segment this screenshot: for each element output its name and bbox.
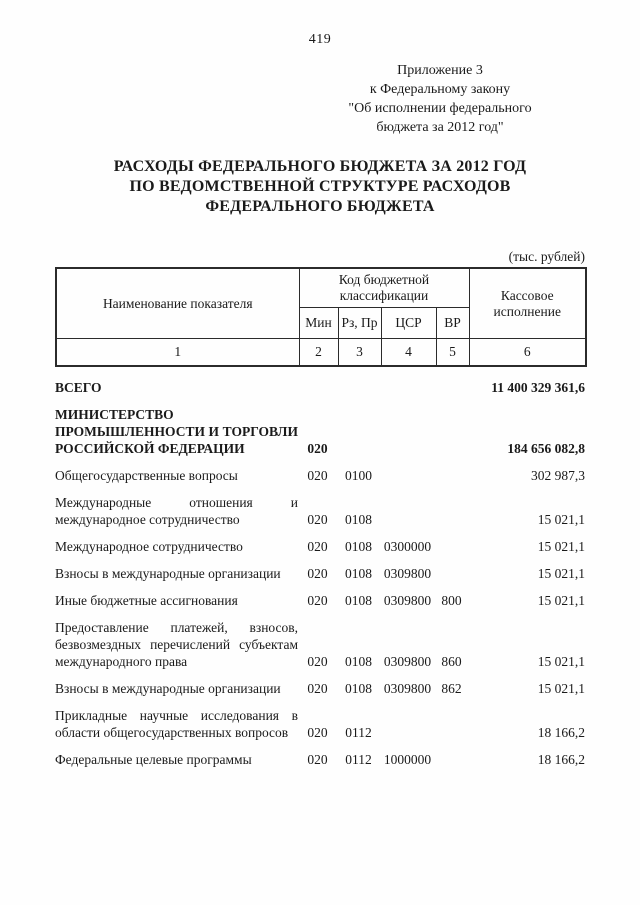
cell-name: Взносы в международные организации: [55, 566, 281, 581]
header-number-cell: 4: [381, 339, 436, 367]
cell-value: 15 021,1: [537, 512, 585, 527]
table-row: [55, 467, 585, 484]
cell-name: ВСЕГО: [55, 380, 102, 395]
title-line: ФЕДЕРАЛЬНОГО БЮДЖЕТА: [205, 198, 435, 215]
cell-name: Международные отношения и международное сотрудничество: [55, 495, 298, 527]
cell-min: 020: [307, 512, 328, 527]
cell-min: 020: [307, 539, 328, 554]
cell-name: Международное сотрудничество: [55, 539, 243, 554]
cell-rzpr: 0108: [345, 681, 372, 696]
cell-min: 020: [307, 566, 328, 581]
title-line: ПО ВЕДОМСТВЕННОЙ СТРУКТУРЕ РАСХОДОВ: [129, 178, 511, 195]
cell-name: Общегосударственные вопросы: [55, 468, 238, 483]
cell-value: 15 021,1: [537, 593, 585, 608]
title-line: РАСХОДЫ ФЕДЕРАЛЬНОГО БЮДЖЕТА ЗА 2012 ГОД: [113, 158, 527, 175]
header-number-cell: 5: [436, 339, 469, 367]
cell-value: 184 656 082,8: [507, 441, 585, 456]
cell-min: 020: [307, 725, 328, 740]
table-row: [55, 707, 585, 741]
header-cell-code-group: Код бюджетной классификации: [299, 268, 469, 308]
cell-vr: 862: [441, 681, 462, 696]
cell-value: 15 021,1: [537, 539, 585, 554]
budget-table-header: [55, 267, 587, 367]
cell-rzpr: 0112: [345, 725, 372, 740]
header-number-cell: 3: [338, 339, 381, 367]
cell-value: 15 021,1: [537, 681, 585, 696]
cell-min: 020: [307, 593, 328, 608]
header-number-cell: 6: [469, 339, 586, 367]
table-row: [55, 565, 585, 582]
table-row-total: [55, 379, 585, 396]
cell-csr: 0309800: [383, 593, 432, 608]
cell-csr: 0309800: [383, 654, 432, 669]
header-cell-value: Кассовое исполнение: [469, 268, 586, 339]
header-cell-min: Мин: [299, 308, 338, 339]
cell-rzpr: 0108: [345, 539, 372, 554]
appendix-block: [300, 61, 580, 137]
cell-rzpr: 0108: [345, 654, 372, 669]
appendix-line: бюджета за 2012 год": [376, 120, 504, 135]
cell-min: 020: [307, 468, 328, 483]
header-number-cell: 2: [299, 339, 338, 367]
header-cell-csr: ЦСР: [381, 308, 436, 339]
cell-rzpr: 0100: [345, 468, 372, 483]
cell-value: 15 021,1: [537, 566, 585, 581]
cell-csr: 0309800: [383, 566, 432, 581]
cell-value: 15 021,1: [537, 654, 585, 669]
table-row: [55, 538, 585, 555]
table-row: [55, 619, 585, 670]
cell-value: 302 987,3: [531, 468, 585, 483]
cell-rzpr: 0108: [345, 593, 372, 608]
table-row: [55, 751, 585, 768]
appendix-line: Приложение 3: [397, 63, 483, 78]
cell-vr: 860: [441, 654, 462, 669]
appendix-line: "Об исполнении федерального: [348, 101, 532, 116]
header-cell-rzpr: Рз, Пр: [338, 308, 381, 339]
table-row: [55, 680, 585, 697]
cell-name: Предоставление платежей, взносов, безвозмездных перечислений субъектам международного права: [55, 620, 298, 669]
cell-csr: 1000000: [383, 752, 432, 767]
cell-vr: 800: [441, 593, 462, 608]
cell-value: 18 166,2: [537, 752, 585, 767]
page-number: 419: [308, 32, 332, 47]
appendix-line: к Федеральному закону: [369, 82, 511, 97]
budget-table-body: [55, 379, 585, 768]
cell-min: 020: [307, 654, 328, 669]
cell-csr: 0300000: [383, 539, 432, 554]
cell-min: 020: [307, 681, 328, 696]
cell-value: 18 166,2: [537, 725, 585, 740]
cell-min: 020: [307, 441, 328, 456]
cell-name: Взносы в международные организации: [55, 681, 281, 696]
cell-name: Прикладные научные исследования в области общегосударственных вопросов: [55, 708, 298, 740]
cell-name: МИНИСТЕРСТВО ПРОМЫШЛЕННОСТИ И ТОРГОВЛИ РОССИЙСКОЙ ФЕДЕРАЦИИ: [55, 407, 298, 456]
table-row: [55, 592, 585, 609]
units-note: (тыс. рублей): [508, 249, 585, 264]
table-row-ministry: [55, 406, 585, 457]
cell-name: Федеральные целевые программы: [55, 752, 252, 767]
header-number-cell: 1: [56, 339, 299, 367]
table-row: [55, 494, 585, 528]
cell-rzpr: 0108: [345, 512, 372, 527]
cell-name: Иные бюджетные ассигнования: [55, 593, 238, 608]
header-cell-vr: ВР: [436, 308, 469, 339]
cell-min: 020: [307, 752, 328, 767]
cell-rzpr: 0108: [345, 566, 372, 581]
cell-rzpr: 0112: [345, 752, 372, 767]
document-title: [0, 157, 640, 217]
header-cell-name: Наименование показателя: [56, 268, 299, 339]
cell-value: 11 400 329 361,6: [491, 380, 585, 395]
cell-csr: 0309800: [383, 681, 432, 696]
